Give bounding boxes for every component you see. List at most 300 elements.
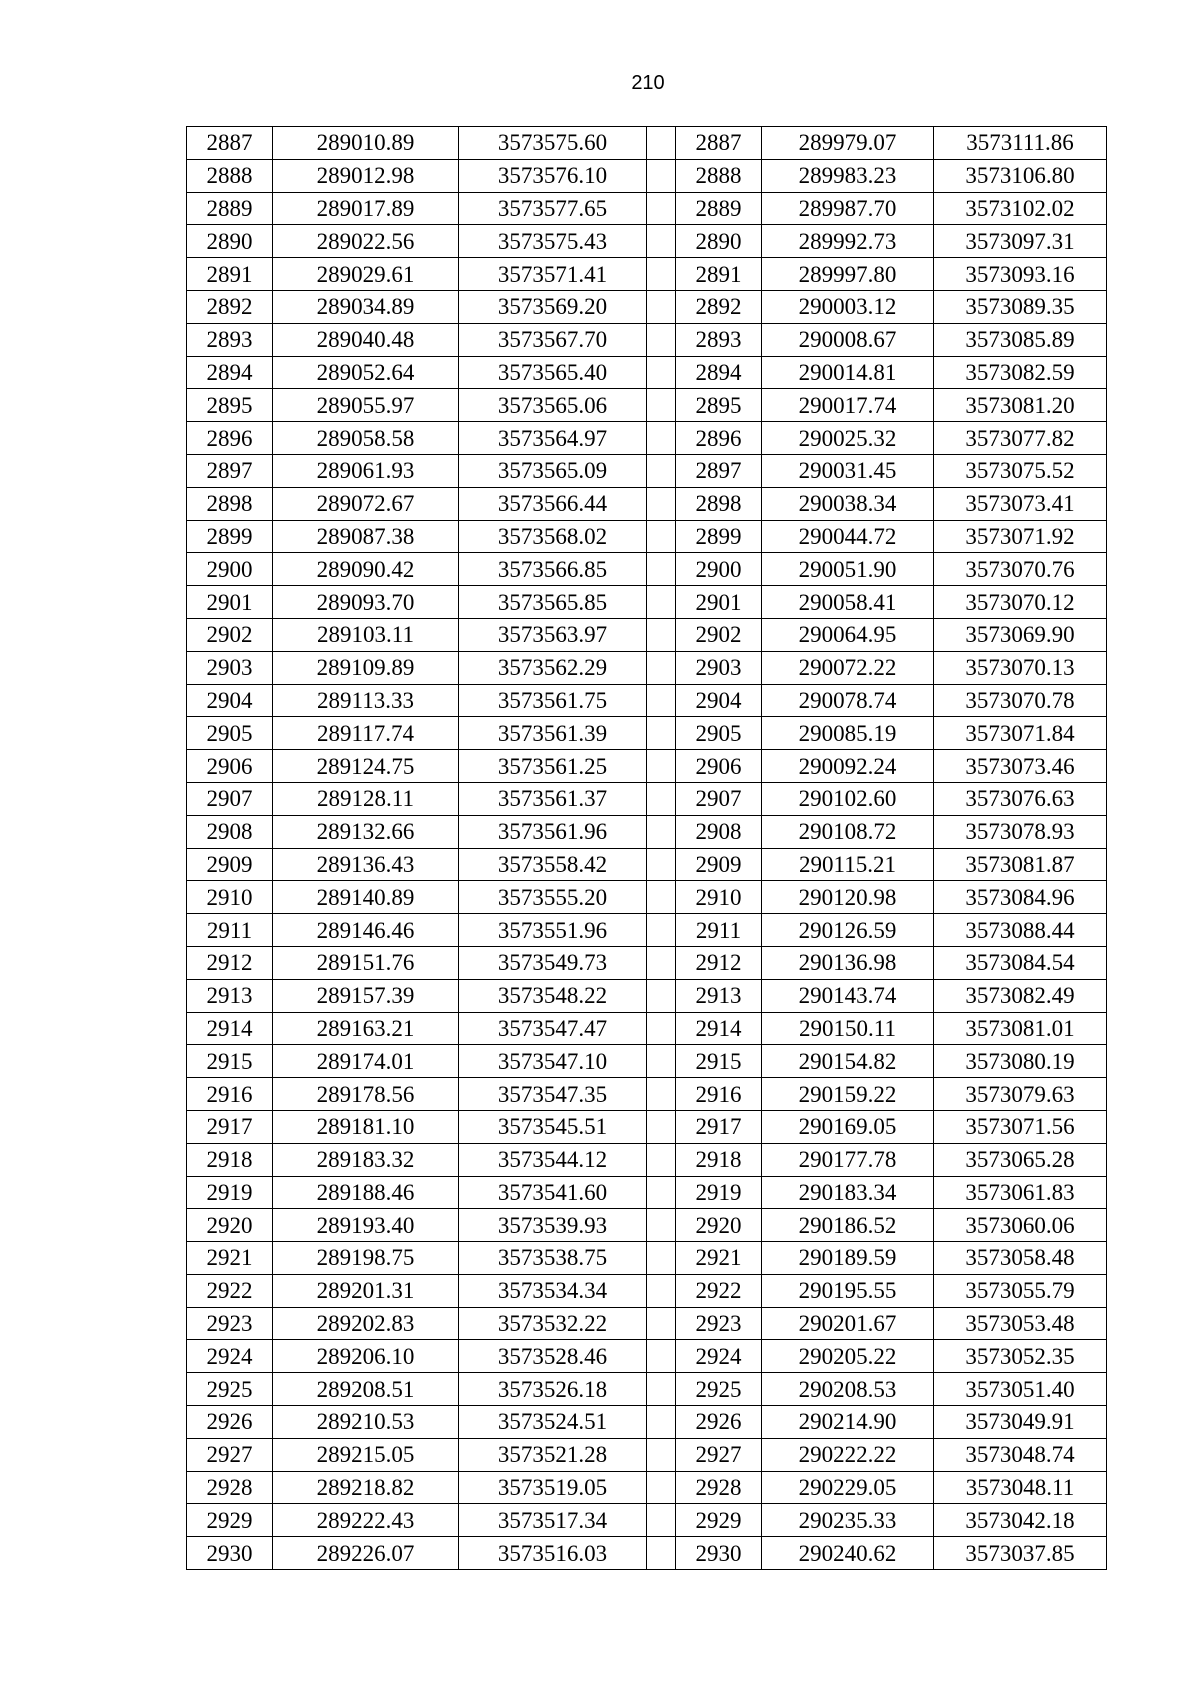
left-point-id-cell: 2889 — [187, 192, 273, 225]
left-x-coordinate-cell: 289202.83 — [273, 1307, 459, 1340]
left-x-coordinate-cell: 289012.98 — [273, 159, 459, 192]
left-point-id-cell: 2906 — [187, 750, 273, 783]
table-row — [187, 1143, 1107, 1176]
table-row — [187, 127, 1107, 160]
table-row — [187, 1242, 1107, 1275]
left-y-coordinate-cell: 3573555.20 — [459, 881, 647, 914]
left-x-coordinate-cell: 289109.89 — [273, 651, 459, 684]
left-y-coordinate-cell: 3573576.10 — [459, 159, 647, 192]
left-y-coordinate-cell: 3573561.39 — [459, 717, 647, 750]
left-y-coordinate-cell: 3573524.51 — [459, 1406, 647, 1439]
right-point-id-cell: 2889 — [676, 192, 762, 225]
left-x-coordinate-cell: 289206.10 — [273, 1340, 459, 1373]
right-x-coordinate-cell: 290072.22 — [762, 651, 934, 684]
left-point-id-cell: 2901 — [187, 586, 273, 619]
left-x-coordinate-cell: 289087.38 — [273, 520, 459, 553]
left-x-coordinate-cell: 289222.43 — [273, 1504, 459, 1537]
left-point-id-cell: 2899 — [187, 520, 273, 553]
gap-cell — [647, 258, 676, 291]
left-y-coordinate-cell: 3573565.09 — [459, 454, 647, 487]
right-x-coordinate-cell: 290154.82 — [762, 1045, 934, 1078]
left-y-coordinate-cell: 3573558.42 — [459, 848, 647, 881]
right-point-id-cell: 2909 — [676, 848, 762, 881]
left-x-coordinate-cell: 289210.53 — [273, 1406, 459, 1439]
left-y-coordinate-cell: 3573571.41 — [459, 258, 647, 291]
gap-cell — [647, 225, 676, 258]
left-x-coordinate-cell: 289215.05 — [273, 1438, 459, 1471]
right-x-coordinate-cell: 289997.80 — [762, 258, 934, 291]
left-y-coordinate-cell: 3573547.47 — [459, 1012, 647, 1045]
left-point-id-cell: 2893 — [187, 323, 273, 356]
left-x-coordinate-cell: 289136.43 — [273, 848, 459, 881]
right-point-id-cell: 2927 — [676, 1438, 762, 1471]
left-y-coordinate-cell: 3573565.85 — [459, 586, 647, 619]
left-point-id-cell: 2904 — [187, 684, 273, 717]
right-x-coordinate-cell: 290159.22 — [762, 1078, 934, 1111]
right-point-id-cell: 2894 — [676, 356, 762, 389]
table-row — [187, 1012, 1107, 1045]
gap-cell — [647, 1438, 676, 1471]
gap-cell — [647, 159, 676, 192]
right-y-coordinate-cell: 3573085.89 — [934, 323, 1107, 356]
right-x-coordinate-cell: 289983.23 — [762, 159, 934, 192]
gap-cell — [647, 651, 676, 684]
right-point-id-cell: 2897 — [676, 454, 762, 487]
right-point-id-cell: 2928 — [676, 1471, 762, 1504]
left-x-coordinate-cell: 289201.31 — [273, 1274, 459, 1307]
right-x-coordinate-cell: 290208.53 — [762, 1373, 934, 1406]
right-point-id-cell: 2888 — [676, 159, 762, 192]
gap-cell — [647, 422, 676, 455]
table-row — [187, 1176, 1107, 1209]
left-point-id-cell: 2913 — [187, 979, 273, 1012]
gap-cell — [647, 454, 676, 487]
right-point-id-cell: 2901 — [676, 586, 762, 619]
left-point-id-cell: 2911 — [187, 914, 273, 947]
coordinate-table-body — [187, 127, 1107, 1570]
left-x-coordinate-cell: 289029.61 — [273, 258, 459, 291]
right-y-coordinate-cell: 3573082.59 — [934, 356, 1107, 389]
right-point-id-cell: 2923 — [676, 1307, 762, 1340]
left-point-id-cell: 2928 — [187, 1471, 273, 1504]
gap-cell — [647, 1045, 676, 1078]
right-point-id-cell: 2925 — [676, 1373, 762, 1406]
right-y-coordinate-cell: 3573102.02 — [934, 192, 1107, 225]
gap-cell — [647, 684, 676, 717]
right-y-coordinate-cell: 3573079.63 — [934, 1078, 1107, 1111]
left-x-coordinate-cell: 289151.76 — [273, 946, 459, 979]
right-point-id-cell: 2921 — [676, 1242, 762, 1275]
gap-cell — [647, 1504, 676, 1537]
right-y-coordinate-cell: 3573082.49 — [934, 979, 1107, 1012]
right-point-id-cell: 2916 — [676, 1078, 762, 1111]
left-x-coordinate-cell: 289103.11 — [273, 618, 459, 651]
right-y-coordinate-cell: 3573106.80 — [934, 159, 1107, 192]
left-x-coordinate-cell: 289117.74 — [273, 717, 459, 750]
table-row — [187, 258, 1107, 291]
left-x-coordinate-cell: 289017.89 — [273, 192, 459, 225]
right-x-coordinate-cell: 290078.74 — [762, 684, 934, 717]
left-x-coordinate-cell: 289113.33 — [273, 684, 459, 717]
left-x-coordinate-cell: 289022.56 — [273, 225, 459, 258]
right-point-id-cell: 2922 — [676, 1274, 762, 1307]
right-point-id-cell: 2915 — [676, 1045, 762, 1078]
left-y-coordinate-cell: 3573563.97 — [459, 618, 647, 651]
left-point-id-cell: 2907 — [187, 782, 273, 815]
gap-cell — [647, 815, 676, 848]
right-point-id-cell: 2890 — [676, 225, 762, 258]
right-y-coordinate-cell: 3573061.83 — [934, 1176, 1107, 1209]
table-row — [187, 454, 1107, 487]
right-point-id-cell: 2899 — [676, 520, 762, 553]
left-x-coordinate-cell: 289132.66 — [273, 815, 459, 848]
right-x-coordinate-cell: 290186.52 — [762, 1209, 934, 1242]
right-point-id-cell: 2892 — [676, 290, 762, 323]
right-x-coordinate-cell: 289987.70 — [762, 192, 934, 225]
gap-cell — [647, 750, 676, 783]
left-x-coordinate-cell: 289055.97 — [273, 389, 459, 422]
table-row — [187, 1209, 1107, 1242]
left-y-coordinate-cell: 3573544.12 — [459, 1143, 647, 1176]
table-row — [187, 881, 1107, 914]
left-y-coordinate-cell: 3573575.60 — [459, 127, 647, 160]
gap-cell — [647, 1242, 676, 1275]
gap-cell — [647, 1110, 676, 1143]
left-point-id-cell: 2924 — [187, 1340, 273, 1373]
right-x-coordinate-cell: 290058.41 — [762, 586, 934, 619]
right-y-coordinate-cell: 3573048.11 — [934, 1471, 1107, 1504]
right-y-coordinate-cell: 3573088.44 — [934, 914, 1107, 947]
right-y-coordinate-cell: 3573042.18 — [934, 1504, 1107, 1537]
right-x-coordinate-cell: 290025.32 — [762, 422, 934, 455]
gap-cell — [647, 1537, 676, 1570]
right-point-id-cell: 2893 — [676, 323, 762, 356]
right-point-id-cell: 2887 — [676, 127, 762, 160]
table-row — [187, 1274, 1107, 1307]
left-x-coordinate-cell: 289040.48 — [273, 323, 459, 356]
left-point-id-cell: 2916 — [187, 1078, 273, 1111]
left-x-coordinate-cell: 289140.89 — [273, 881, 459, 914]
right-y-coordinate-cell: 3573093.16 — [934, 258, 1107, 291]
right-point-id-cell: 2918 — [676, 1143, 762, 1176]
right-y-coordinate-cell: 3573076.63 — [934, 782, 1107, 815]
left-y-coordinate-cell: 3573521.28 — [459, 1438, 647, 1471]
gap-cell — [647, 1406, 676, 1439]
right-y-coordinate-cell: 3573073.41 — [934, 487, 1107, 520]
left-y-coordinate-cell: 3573548.22 — [459, 979, 647, 1012]
left-y-coordinate-cell: 3573545.51 — [459, 1110, 647, 1143]
left-y-coordinate-cell: 3573532.22 — [459, 1307, 647, 1340]
left-y-coordinate-cell: 3573577.65 — [459, 192, 647, 225]
left-x-coordinate-cell: 289174.01 — [273, 1045, 459, 1078]
right-y-coordinate-cell: 3573055.79 — [934, 1274, 1107, 1307]
left-point-id-cell: 2887 — [187, 127, 273, 160]
gap-cell — [647, 1143, 676, 1176]
right-y-coordinate-cell: 3573111.86 — [934, 127, 1107, 160]
gap-cell — [647, 717, 676, 750]
right-y-coordinate-cell: 3573081.87 — [934, 848, 1107, 881]
left-x-coordinate-cell: 289052.64 — [273, 356, 459, 389]
left-point-id-cell: 2912 — [187, 946, 273, 979]
table-row — [187, 684, 1107, 717]
right-point-id-cell: 2926 — [676, 1406, 762, 1439]
gap-cell — [647, 127, 676, 160]
right-point-id-cell: 2929 — [676, 1504, 762, 1537]
left-point-id-cell: 2919 — [187, 1176, 273, 1209]
right-y-coordinate-cell: 3573084.96 — [934, 881, 1107, 914]
gap-cell — [647, 290, 676, 323]
gap-cell — [647, 323, 676, 356]
right-y-coordinate-cell: 3573071.92 — [934, 520, 1107, 553]
right-y-coordinate-cell: 3573037.85 — [934, 1537, 1107, 1570]
right-y-coordinate-cell: 3573075.52 — [934, 454, 1107, 487]
gap-cell — [647, 553, 676, 586]
left-point-id-cell: 2920 — [187, 1209, 273, 1242]
right-y-coordinate-cell: 3573052.35 — [934, 1340, 1107, 1373]
table-row — [187, 815, 1107, 848]
left-x-coordinate-cell: 289157.39 — [273, 979, 459, 1012]
right-x-coordinate-cell: 290229.05 — [762, 1471, 934, 1504]
right-x-coordinate-cell: 290169.05 — [762, 1110, 934, 1143]
right-point-id-cell: 2903 — [676, 651, 762, 684]
table-row — [187, 651, 1107, 684]
left-y-coordinate-cell: 3573539.93 — [459, 1209, 647, 1242]
left-point-id-cell: 2926 — [187, 1406, 273, 1439]
left-y-coordinate-cell: 3573568.02 — [459, 520, 647, 553]
left-point-id-cell: 2894 — [187, 356, 273, 389]
right-point-id-cell: 2911 — [676, 914, 762, 947]
gap-cell — [647, 1078, 676, 1111]
left-y-coordinate-cell: 3573541.60 — [459, 1176, 647, 1209]
right-x-coordinate-cell: 290014.81 — [762, 356, 934, 389]
left-x-coordinate-cell: 289093.70 — [273, 586, 459, 619]
left-y-coordinate-cell: 3573566.85 — [459, 553, 647, 586]
right-y-coordinate-cell: 3573070.12 — [934, 586, 1107, 619]
right-y-coordinate-cell: 3573084.54 — [934, 946, 1107, 979]
left-y-coordinate-cell: 3573551.96 — [459, 914, 647, 947]
table-row — [187, 159, 1107, 192]
right-y-coordinate-cell: 3573081.01 — [934, 1012, 1107, 1045]
left-point-id-cell: 2923 — [187, 1307, 273, 1340]
right-x-coordinate-cell: 290092.24 — [762, 750, 934, 783]
table-row — [187, 553, 1107, 586]
left-y-coordinate-cell: 3573561.37 — [459, 782, 647, 815]
table-row — [187, 1340, 1107, 1373]
left-y-coordinate-cell: 3573549.73 — [459, 946, 647, 979]
table-row — [187, 979, 1107, 1012]
left-x-coordinate-cell: 289208.51 — [273, 1373, 459, 1406]
left-point-id-cell: 2921 — [187, 1242, 273, 1275]
left-y-coordinate-cell: 3573565.40 — [459, 356, 647, 389]
right-x-coordinate-cell: 290205.22 — [762, 1340, 934, 1373]
left-x-coordinate-cell: 289183.32 — [273, 1143, 459, 1176]
right-x-coordinate-cell: 290177.78 — [762, 1143, 934, 1176]
left-y-coordinate-cell: 3573517.34 — [459, 1504, 647, 1537]
right-y-coordinate-cell: 3573070.78 — [934, 684, 1107, 717]
left-point-id-cell: 2891 — [187, 258, 273, 291]
left-x-coordinate-cell: 289128.11 — [273, 782, 459, 815]
right-point-id-cell: 2906 — [676, 750, 762, 783]
table-row — [187, 389, 1107, 422]
right-point-id-cell: 2907 — [676, 782, 762, 815]
gap-cell — [647, 1307, 676, 1340]
left-point-id-cell: 2927 — [187, 1438, 273, 1471]
table-row — [187, 1504, 1107, 1537]
right-point-id-cell: 2914 — [676, 1012, 762, 1045]
right-x-coordinate-cell: 290108.72 — [762, 815, 934, 848]
right-x-coordinate-cell: 290017.74 — [762, 389, 934, 422]
left-y-coordinate-cell: 3573562.29 — [459, 651, 647, 684]
left-point-id-cell: 2905 — [187, 717, 273, 750]
left-x-coordinate-cell: 289198.75 — [273, 1242, 459, 1275]
left-y-coordinate-cell: 3573575.43 — [459, 225, 647, 258]
right-y-coordinate-cell: 3573071.56 — [934, 1110, 1107, 1143]
gap-cell — [647, 586, 676, 619]
gap-cell — [647, 881, 676, 914]
table-row — [187, 586, 1107, 619]
left-point-id-cell: 2908 — [187, 815, 273, 848]
left-point-id-cell: 2929 — [187, 1504, 273, 1537]
left-point-id-cell: 2895 — [187, 389, 273, 422]
right-y-coordinate-cell: 3573049.91 — [934, 1406, 1107, 1439]
right-y-coordinate-cell: 3573048.74 — [934, 1438, 1107, 1471]
left-point-id-cell: 2922 — [187, 1274, 273, 1307]
table-row — [187, 1537, 1107, 1570]
left-y-coordinate-cell: 3573547.35 — [459, 1078, 647, 1111]
right-x-coordinate-cell: 290136.98 — [762, 946, 934, 979]
left-x-coordinate-cell: 289010.89 — [273, 127, 459, 160]
left-y-coordinate-cell: 3573567.70 — [459, 323, 647, 356]
right-x-coordinate-cell: 290222.22 — [762, 1438, 934, 1471]
left-x-coordinate-cell: 289188.46 — [273, 1176, 459, 1209]
right-y-coordinate-cell: 3573071.84 — [934, 717, 1107, 750]
right-y-coordinate-cell: 3573089.35 — [934, 290, 1107, 323]
right-y-coordinate-cell: 3573073.46 — [934, 750, 1107, 783]
right-y-coordinate-cell: 3573060.06 — [934, 1209, 1107, 1242]
left-point-id-cell: 2925 — [187, 1373, 273, 1406]
right-point-id-cell: 2898 — [676, 487, 762, 520]
right-point-id-cell: 2910 — [676, 881, 762, 914]
gap-cell — [647, 1340, 676, 1373]
left-point-id-cell: 2892 — [187, 290, 273, 323]
left-point-id-cell: 2896 — [187, 422, 273, 455]
right-y-coordinate-cell: 3573058.48 — [934, 1242, 1107, 1275]
gap-cell — [647, 1471, 676, 1504]
gap-cell — [647, 192, 676, 225]
right-x-coordinate-cell: 290003.12 — [762, 290, 934, 323]
gap-cell — [647, 520, 676, 553]
gap-cell — [647, 1209, 676, 1242]
right-point-id-cell: 2905 — [676, 717, 762, 750]
left-point-id-cell: 2918 — [187, 1143, 273, 1176]
table-row — [187, 1438, 1107, 1471]
table-row — [187, 1078, 1107, 1111]
left-y-coordinate-cell: 3573564.97 — [459, 422, 647, 455]
left-x-coordinate-cell: 289178.56 — [273, 1078, 459, 1111]
left-y-coordinate-cell: 3573538.75 — [459, 1242, 647, 1275]
right-x-coordinate-cell: 290120.98 — [762, 881, 934, 914]
left-point-id-cell: 2903 — [187, 651, 273, 684]
right-x-coordinate-cell: 290240.62 — [762, 1537, 934, 1570]
left-x-coordinate-cell: 289226.07 — [273, 1537, 459, 1570]
left-x-coordinate-cell: 289090.42 — [273, 553, 459, 586]
table-row — [187, 290, 1107, 323]
left-y-coordinate-cell: 3573561.96 — [459, 815, 647, 848]
right-x-coordinate-cell: 290115.21 — [762, 848, 934, 881]
table-row — [187, 356, 1107, 389]
table-row — [187, 1045, 1107, 1078]
left-point-id-cell: 2898 — [187, 487, 273, 520]
right-point-id-cell: 2904 — [676, 684, 762, 717]
right-y-coordinate-cell: 3573070.76 — [934, 553, 1107, 586]
right-x-coordinate-cell: 290195.55 — [762, 1274, 934, 1307]
left-point-id-cell: 2897 — [187, 454, 273, 487]
right-point-id-cell: 2920 — [676, 1209, 762, 1242]
right-y-coordinate-cell: 3573097.31 — [934, 225, 1107, 258]
left-y-coordinate-cell: 3573547.10 — [459, 1045, 647, 1078]
left-x-coordinate-cell: 289163.21 — [273, 1012, 459, 1045]
table-row — [187, 848, 1107, 881]
table-row — [187, 717, 1107, 750]
right-x-coordinate-cell: 289992.73 — [762, 225, 934, 258]
right-y-coordinate-cell: 3573080.19 — [934, 1045, 1107, 1078]
left-x-coordinate-cell: 289193.40 — [273, 1209, 459, 1242]
right-point-id-cell: 2908 — [676, 815, 762, 848]
right-point-id-cell: 2924 — [676, 1340, 762, 1373]
table-row — [187, 487, 1107, 520]
gap-cell — [647, 356, 676, 389]
left-point-id-cell: 2888 — [187, 159, 273, 192]
left-point-id-cell: 2917 — [187, 1110, 273, 1143]
table-row — [187, 225, 1107, 258]
gap-cell — [647, 782, 676, 815]
left-y-coordinate-cell: 3573561.75 — [459, 684, 647, 717]
table-row — [187, 1307, 1107, 1340]
coordinate-table — [186, 126, 1107, 1570]
right-x-coordinate-cell: 290235.33 — [762, 1504, 934, 1537]
left-y-coordinate-cell: 3573561.25 — [459, 750, 647, 783]
right-y-coordinate-cell: 3573077.82 — [934, 422, 1107, 455]
gap-cell — [647, 1274, 676, 1307]
table-row — [187, 946, 1107, 979]
left-y-coordinate-cell: 3573516.03 — [459, 1537, 647, 1570]
left-x-coordinate-cell: 289034.89 — [273, 290, 459, 323]
right-x-coordinate-cell: 290126.59 — [762, 914, 934, 947]
left-x-coordinate-cell: 289072.67 — [273, 487, 459, 520]
right-point-id-cell: 2912 — [676, 946, 762, 979]
right-x-coordinate-cell: 290064.95 — [762, 618, 934, 651]
right-x-coordinate-cell: 290085.19 — [762, 717, 934, 750]
left-x-coordinate-cell: 289218.82 — [273, 1471, 459, 1504]
gap-cell — [647, 946, 676, 979]
left-point-id-cell: 2909 — [187, 848, 273, 881]
gap-cell — [647, 618, 676, 651]
right-y-coordinate-cell: 3573069.90 — [934, 618, 1107, 651]
left-x-coordinate-cell: 289124.75 — [273, 750, 459, 783]
gap-cell — [647, 389, 676, 422]
right-x-coordinate-cell: 289979.07 — [762, 127, 934, 160]
table-row — [187, 1110, 1107, 1143]
table-row — [187, 192, 1107, 225]
right-y-coordinate-cell: 3573070.13 — [934, 651, 1107, 684]
table-row — [187, 422, 1107, 455]
right-x-coordinate-cell: 290143.74 — [762, 979, 934, 1012]
right-point-id-cell: 2930 — [676, 1537, 762, 1570]
gap-cell — [647, 1373, 676, 1406]
right-y-coordinate-cell: 3573081.20 — [934, 389, 1107, 422]
table-row — [187, 1406, 1107, 1439]
right-x-coordinate-cell: 290051.90 — [762, 553, 934, 586]
